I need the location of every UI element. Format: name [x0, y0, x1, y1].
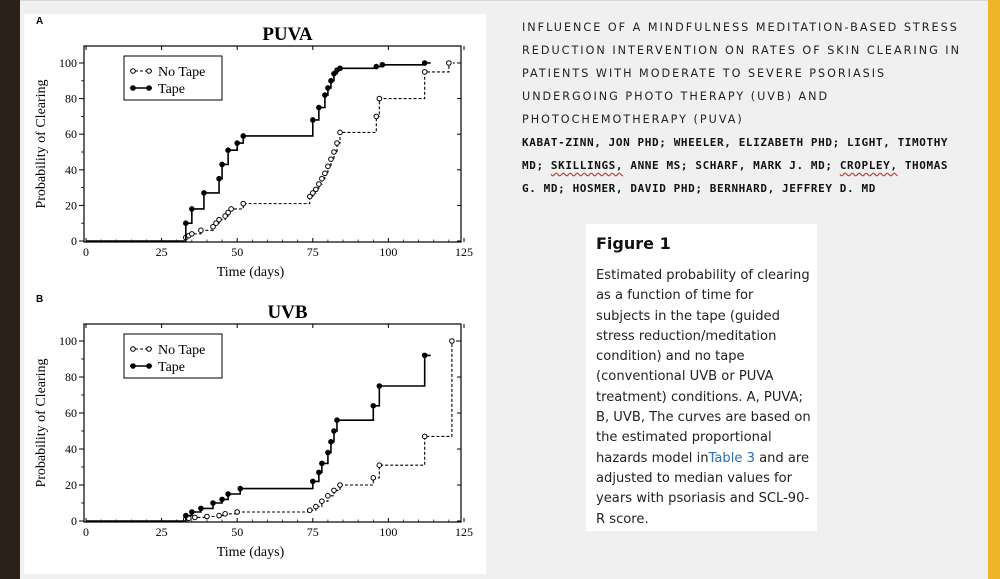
data-point — [326, 450, 331, 455]
y-tick-label: 60 — [65, 127, 77, 142]
y-tick-label: 100 — [59, 56, 77, 70]
data-point — [193, 515, 198, 520]
data-point — [371, 404, 376, 409]
legend-marker — [131, 69, 136, 74]
data-point — [422, 353, 427, 358]
author-name: ANNE MS; — [623, 159, 696, 172]
data-point — [422, 434, 427, 439]
data-point — [338, 130, 343, 135]
data-point — [332, 429, 337, 434]
x-tick-label: 50 — [231, 525, 244, 539]
chart-title: PUVA — [262, 24, 313, 45]
y-tick-label: 20 — [65, 478, 77, 492]
figure-panel — [24, 14, 486, 574]
series-line — [86, 355, 431, 521]
data-point — [307, 508, 312, 513]
data-point — [314, 187, 319, 192]
author-name: WHEELER, ELIZABETH PHD; — [673, 136, 848, 149]
data-point — [226, 492, 231, 497]
data-point — [320, 461, 325, 466]
data-point — [217, 513, 222, 518]
author-name: HOSMER, DAVID PHD; — [572, 182, 710, 195]
article-header — [522, 16, 962, 200]
y-tick-label: 100 — [59, 334, 77, 348]
data-point — [326, 86, 331, 91]
panel-label: A — [36, 16, 44, 27]
y-tick-label: 60 — [65, 406, 77, 420]
data-point — [226, 148, 231, 153]
caption-text-after: and are adjusted to median values for years with psoriasis and SCL-90-R score. — [596, 450, 810, 527]
data-point — [311, 479, 316, 484]
top-divider — [20, 0, 988, 1]
author-list — [522, 131, 962, 200]
data-point — [202, 191, 207, 196]
survival-charts — [24, 14, 486, 574]
x-tick-label: 25 — [155, 525, 168, 539]
table-3-link[interactable]: Table 3 — [708, 450, 755, 466]
x-tick-label: 0 — [83, 245, 89, 259]
data-point — [190, 510, 195, 515]
x-tick-label: 50 — [231, 245, 244, 259]
x-tick-label: 100 — [379, 525, 398, 539]
y-tick-label: 40 — [65, 442, 77, 456]
data-point — [447, 61, 452, 66]
data-point — [317, 182, 322, 187]
data-point — [317, 105, 322, 110]
data-point — [235, 510, 240, 515]
x-tick-label: 75 — [306, 245, 319, 259]
y-tick-label: 80 — [65, 370, 77, 384]
data-point — [332, 488, 337, 493]
data-point — [374, 114, 379, 119]
legend-marker — [147, 86, 152, 91]
x-tick-label: 75 — [306, 525, 319, 539]
legend-marker — [131, 347, 136, 352]
data-point — [238, 486, 243, 491]
data-point — [311, 118, 316, 123]
legend-label: No Tape — [158, 65, 206, 80]
author-name: BERNHARD, JEFFREY D. MD — [709, 182, 876, 195]
caption-text-before: Estimated probability of clearing as a function of time for subjects in the tape (guided stress reduction/meditation condition) and no tape (conventional UVB or PUVA treatment) conditions. A, PUVA; B, UVB, The curves are based on the estimated proportional hazards model in — [596, 268, 811, 466]
data-point — [241, 134, 246, 139]
legend-label: Tape — [158, 82, 186, 97]
y-tick-label: 0 — [71, 514, 77, 528]
article-title: INFLUENCE OF A MINDFULNESS MEDITATION-BASED STRESS REDUCTION INTERVENTION ON RATES OF SKIN CLEARING IN PATIENTS WITH MODERATE TO SEVERE PSORIASIS UNDERGOING PHOTO THERAPY (UVB) AND PHOTOCHEMOTHERAPY (PUVA) — [522, 21, 961, 126]
y-tick-label: 20 — [65, 198, 77, 213]
data-point — [422, 70, 427, 75]
caption-body — [596, 266, 811, 530]
data-point — [223, 512, 228, 517]
data-point — [190, 207, 195, 212]
data-point — [377, 96, 382, 101]
author-name: CROPLEY, — [839, 159, 898, 172]
data-point — [217, 176, 222, 181]
data-point — [329, 440, 334, 445]
author-name: THOMAS G. MD; — [522, 159, 949, 195]
data-point — [205, 514, 210, 519]
x-tick-label: 25 — [155, 245, 168, 259]
panel-label: B — [36, 294, 44, 305]
y-tick-label: 80 — [65, 91, 77, 106]
data-point — [320, 176, 325, 181]
legend-marker — [147, 347, 152, 352]
figure-caption — [586, 224, 817, 531]
data-point — [211, 501, 216, 506]
data-point — [335, 418, 340, 423]
data-point — [374, 64, 379, 69]
data-point — [329, 157, 334, 162]
data-point — [450, 339, 455, 344]
data-point — [199, 228, 204, 233]
data-point — [323, 171, 328, 176]
right-accent-bar — [988, 0, 1000, 579]
data-point — [338, 66, 343, 71]
data-point — [190, 232, 195, 237]
chart-title: UVB — [267, 302, 308, 323]
legend-label: No Tape — [158, 343, 206, 358]
data-point — [317, 470, 322, 475]
author-name: SKILLINGS, — [550, 159, 624, 172]
data-point — [332, 150, 337, 155]
data-point — [323, 93, 328, 98]
data-point — [326, 164, 331, 169]
data-point — [183, 513, 188, 518]
data-point — [320, 499, 325, 504]
data-point — [220, 497, 225, 502]
legend-marker — [147, 69, 152, 74]
data-point — [220, 162, 225, 167]
left-decor-bar — [0, 0, 20, 579]
x-tick-label: 100 — [379, 245, 398, 259]
x-axis-label: Time (days) — [216, 545, 285, 560]
x-tick-label: 0 — [83, 525, 89, 539]
author-name: LIGHT, TIMOTHY MD; — [522, 136, 949, 172]
data-point — [422, 61, 427, 66]
y-tick-label: 0 — [71, 234, 77, 248]
author-name: SCHARF, MARK J. MD; — [695, 159, 840, 172]
data-point — [314, 504, 319, 509]
data-point — [377, 463, 382, 468]
data-point — [235, 141, 240, 146]
y-axis-label: Probability of Clearing — [34, 79, 49, 209]
data-point — [377, 384, 382, 389]
data-point — [183, 221, 188, 226]
y-tick-label: 40 — [65, 162, 77, 177]
caption-title: Figure 1 — [596, 234, 671, 253]
y-axis-label: Probability of Clearing — [34, 358, 49, 488]
data-point — [335, 141, 340, 146]
data-point — [199, 506, 204, 511]
x-tick-label: 125 — [455, 525, 473, 539]
data-point — [241, 201, 246, 206]
data-point — [229, 207, 234, 212]
author-name: KABAT-ZINN, JON PHD; — [522, 136, 674, 149]
legend-label: Tape — [158, 360, 186, 375]
legend-marker — [131, 86, 136, 91]
legend-marker — [131, 364, 136, 369]
legend-marker — [147, 364, 152, 369]
data-point — [326, 494, 331, 499]
data-point — [217, 217, 222, 222]
data-point — [338, 483, 343, 488]
data-point — [371, 476, 376, 481]
data-point — [329, 79, 334, 84]
data-point — [380, 62, 385, 67]
x-axis-label: Time (days) — [216, 265, 285, 280]
x-tick-label: 125 — [455, 245, 473, 259]
